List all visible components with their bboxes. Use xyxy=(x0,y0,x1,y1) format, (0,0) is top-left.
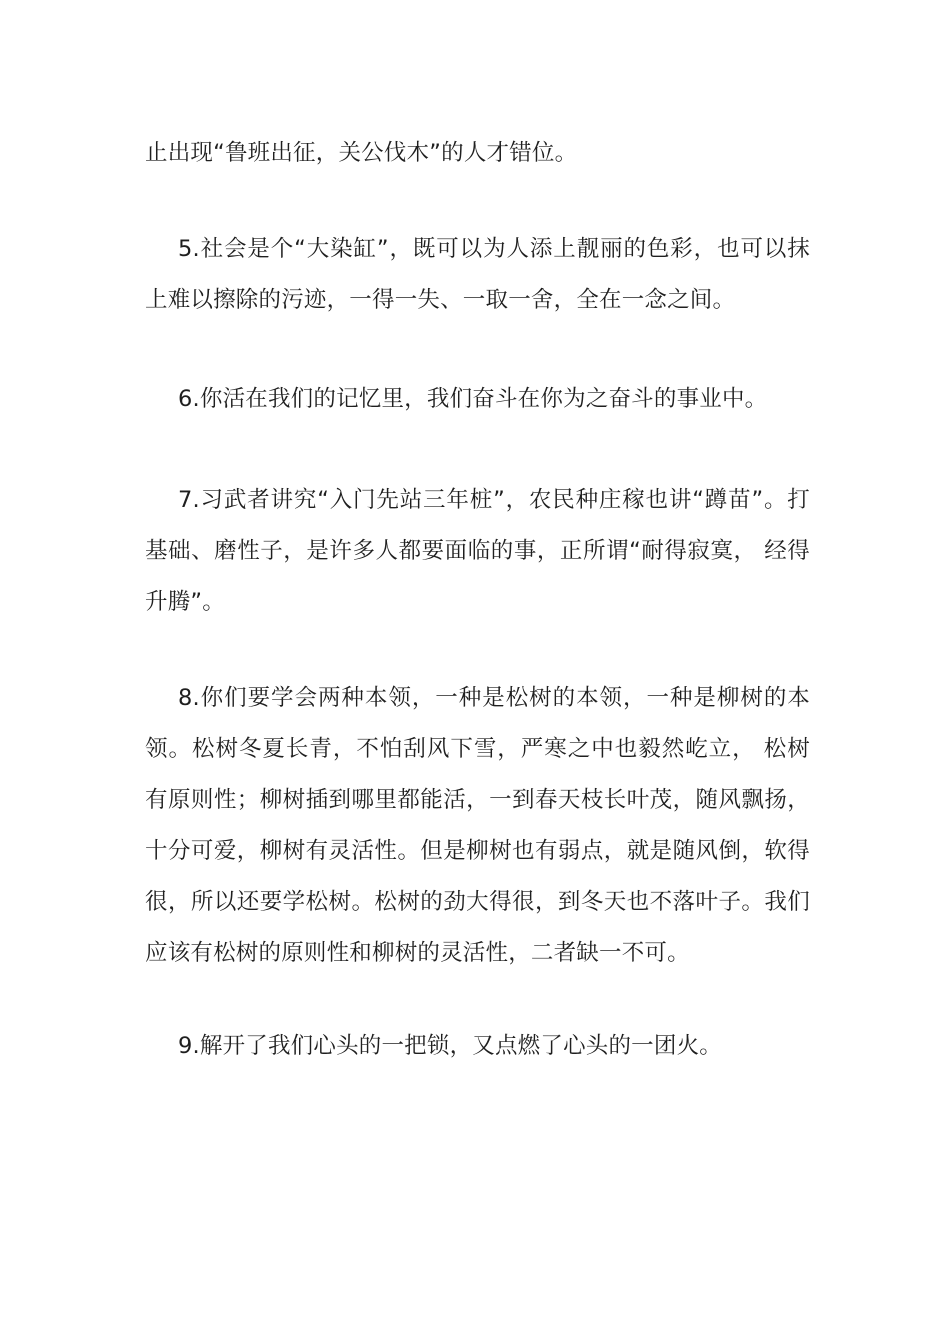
paragraph-continuation: 止出现“鲁班出征，关公伐木”的人才错位。 xyxy=(145,140,578,166)
paragraph-item-6: 6.你活在我们的记忆里，我们奋斗在你为之奋斗的事业中。 xyxy=(178,386,768,412)
paragraph-item-9: 9.解开了我们心头的一把锁，又点燃了心头的一团火。 xyxy=(178,1033,722,1059)
paragraph-item-8: 8.你们要学会两种本领，一种是松树的本领，一种是柳树的本领。松树冬夏长青，不怕刮风下雪，严寒之中也毅然屹立， 松树有原则性；柳树插到哪里都能活，一到春天枝长叶茂，随风飘扬，十分可爱，柳树有灵活性。但是柳树也有弱点，就是随风倒，软得很，所以还要学松树。松树的劲大得很，到冬天也不落叶子。我们应该有松树的原则性和柳树的灵活性，二者缺一不可。 xyxy=(145,685,810,966)
paragraph-item-5: 5.社会是个“大染缸”，既可以为人添上靓丽的色彩，也可以抹上难以擦除的污迹，一得一失、一取一舍，全在一念之间。 xyxy=(145,236,810,313)
paragraph-item-7: 7.习武者讲究“入门先站三年桩”，农民种庄稼也讲“蹲苗”。打基础、磨性子，是许多人都要面临的事，正所谓“耐得寂寞， 经得升腾”。 xyxy=(145,487,810,615)
